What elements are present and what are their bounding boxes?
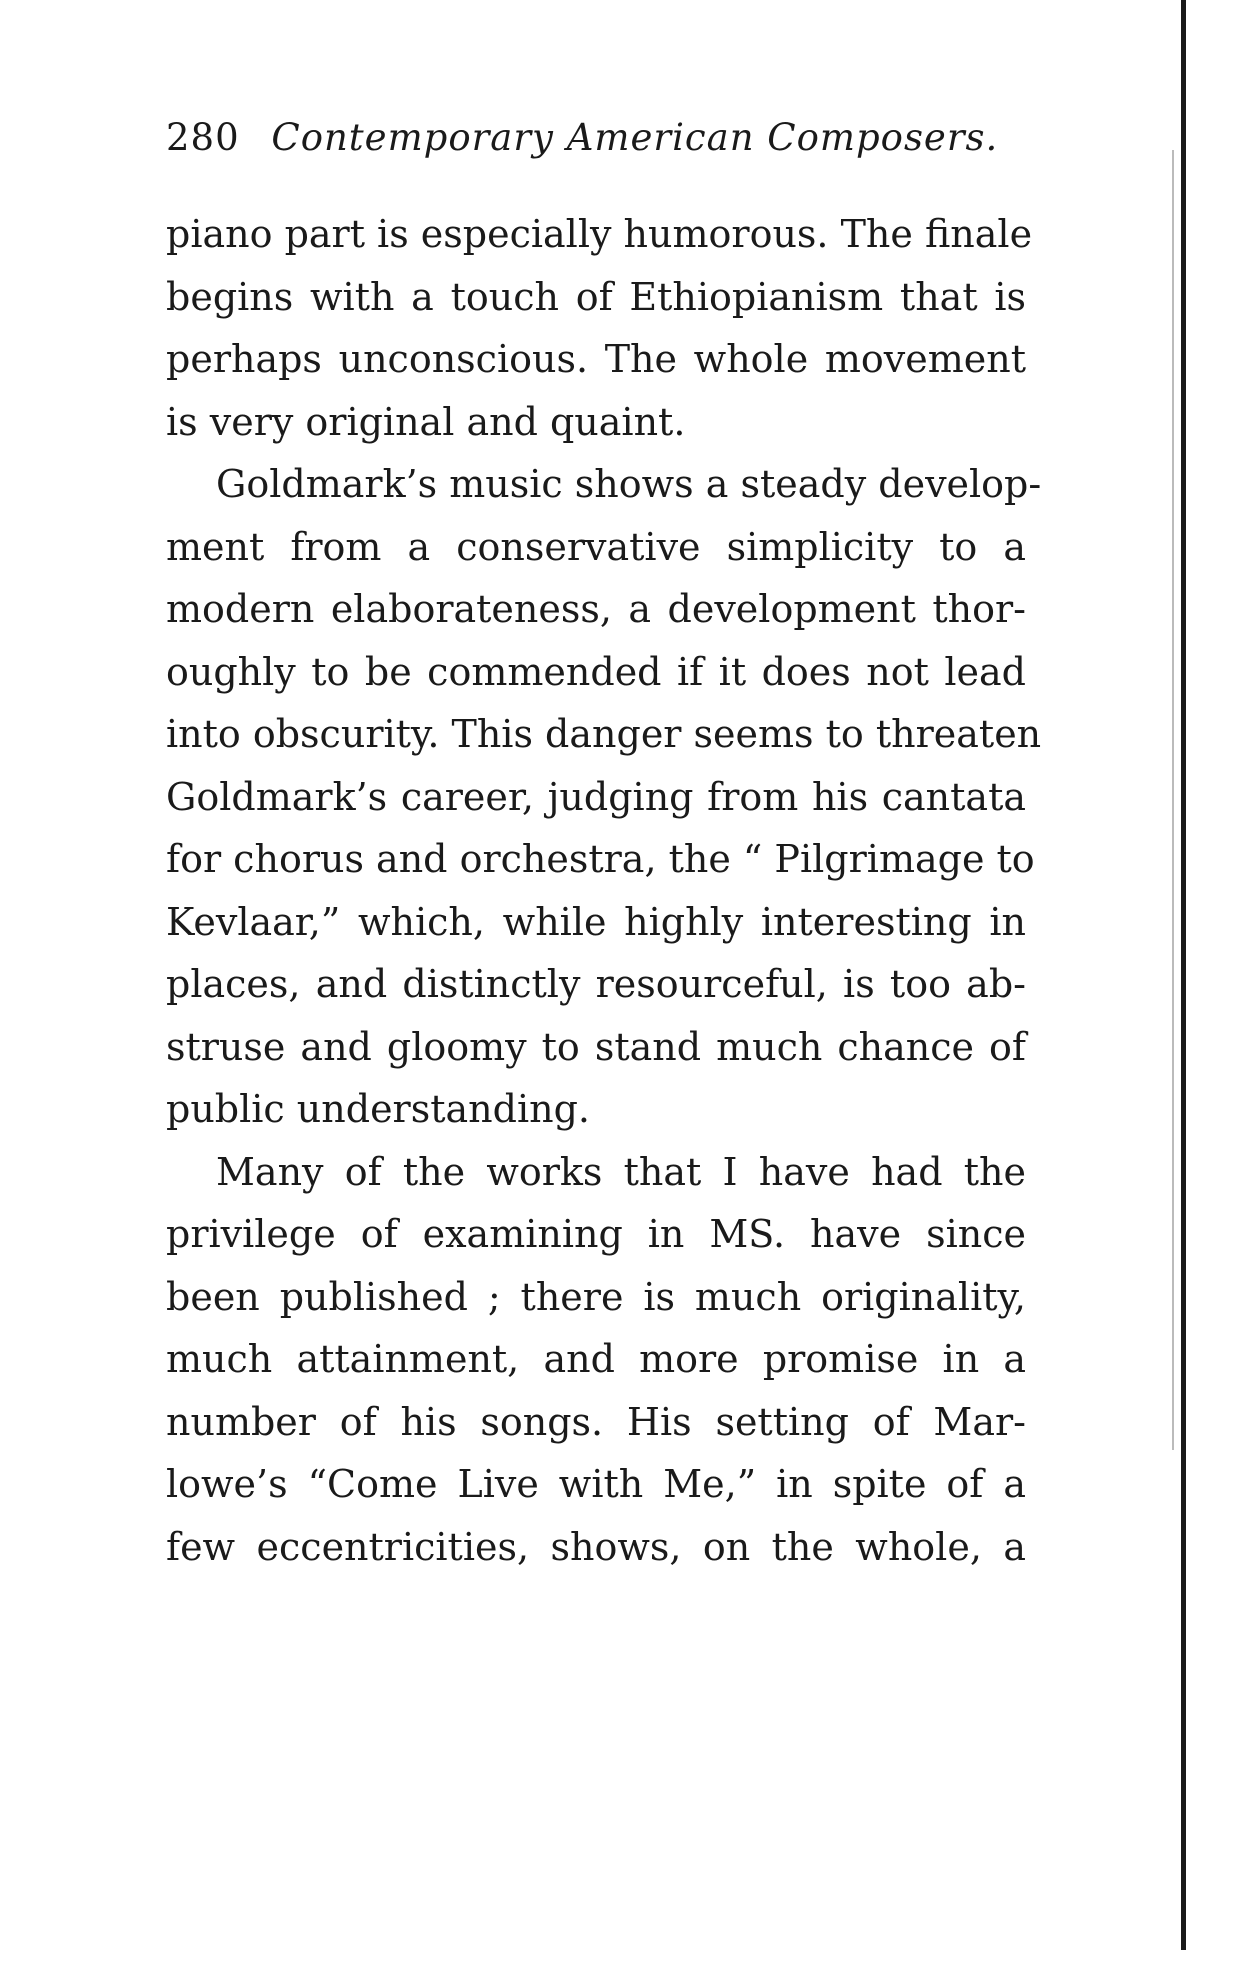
text-line: lowe’s “Come Live with Me,” in spite of a xyxy=(166,1462,1026,1506)
text-line: Kevlaar,” which, while highly interesting in xyxy=(166,899,1026,944)
text-line: Goldmark’s music shows a steady develop- xyxy=(216,462,1042,506)
body-text xyxy=(166,203,1042,1578)
text-line: piano part is especially humorous. The finale xyxy=(166,212,1033,256)
scan-gutter-shadow xyxy=(1172,150,1174,1450)
paragraph-3 xyxy=(166,1141,1026,1579)
text-line: public understanding. xyxy=(166,1087,590,1131)
text-line: places, and distinctly resourceful, is too ab- xyxy=(166,962,1026,1006)
text-line: number of his songs. His setting of Mar- xyxy=(166,1399,1026,1444)
paragraph-2 xyxy=(166,453,1042,1141)
text-line: struse and gloomy to stand much chance of xyxy=(166,1024,1026,1069)
text-line: oughly to be commended if it does not lead xyxy=(166,649,1026,694)
text-line: much attainment, and more promise in a xyxy=(166,1337,1026,1381)
text-line: been published ; there is much originality, xyxy=(166,1274,1026,1319)
text-line: few eccentricities, shows, on the whole, a xyxy=(166,1524,1026,1569)
text-line: begins with a touch of Ethiopianism that is xyxy=(166,274,1026,319)
scan-gutter-edge xyxy=(1181,0,1186,1950)
running-head xyxy=(166,110,1046,166)
paragraph-1 xyxy=(166,203,1033,453)
text-line: privilege of examining in MS. have since xyxy=(166,1212,1026,1256)
text-line: ment from a conservative simplicity to a xyxy=(166,524,1026,569)
text-line: modern elaborateness, a development thor- xyxy=(166,587,1026,631)
running-title: Contemporary American Composers. xyxy=(271,116,999,159)
text-line: perhaps unconscious. The whole movement xyxy=(166,337,1026,381)
text-line: Many of the works that I have had the xyxy=(216,1149,1026,1194)
page-number: 280 xyxy=(166,116,240,159)
text-line: is very original and quaint. xyxy=(166,399,686,444)
text-line: for chorus and orchestra, the “ Pilgrimage to xyxy=(166,837,1035,881)
text-line: Goldmark’s career, judging from his cantata xyxy=(166,774,1026,819)
text-line: into obscurity. This danger seems to threaten xyxy=(166,712,1042,756)
